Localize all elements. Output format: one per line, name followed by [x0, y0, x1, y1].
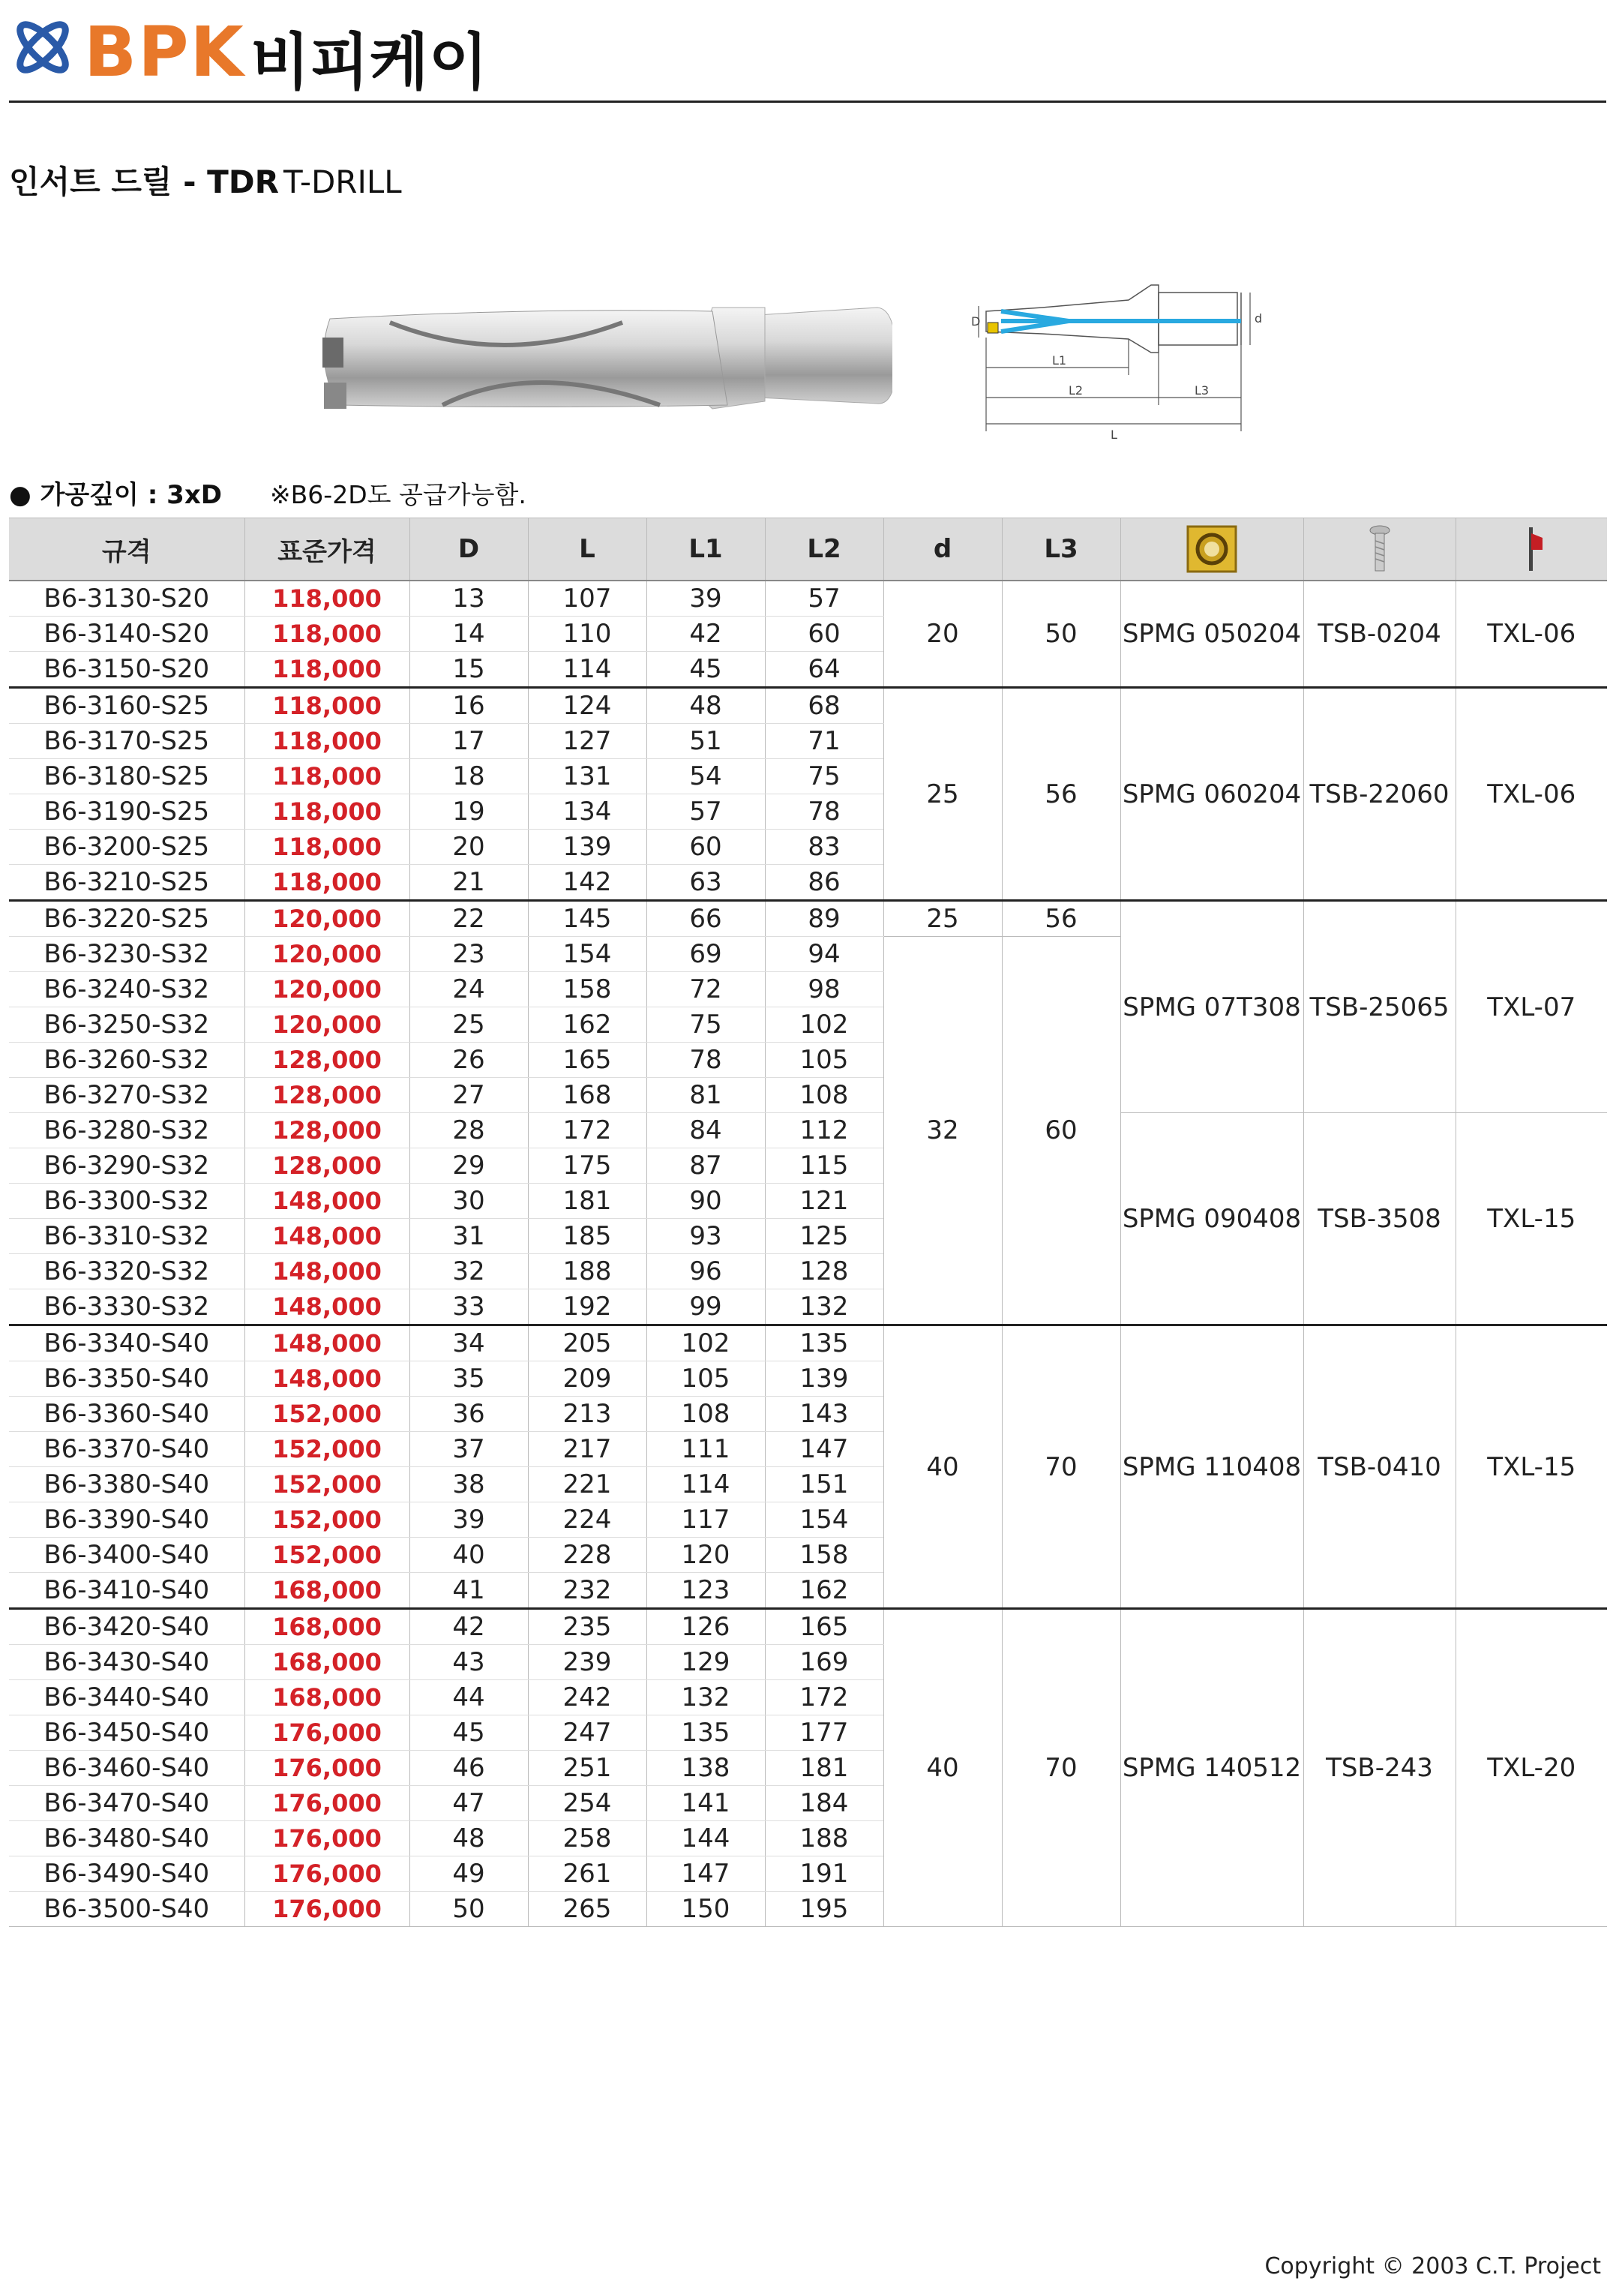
cell-L2: 135 [765, 1325, 883, 1361]
cell-L1: 132 [646, 1680, 765, 1715]
col-header-insert [1120, 518, 1303, 581]
cell-L1: 72 [646, 972, 765, 1007]
cell-shank-d: 25 [883, 901, 1002, 937]
cell-L2: 172 [765, 1680, 883, 1715]
cell-price: 176,000 [244, 1751, 409, 1786]
cell-spec: B6-3400-S40 [9, 1538, 244, 1573]
cell-D: 25 [409, 1007, 528, 1043]
cell-L2: 102 [765, 1007, 883, 1043]
cell-spec: B6-3470-S40 [9, 1786, 244, 1821]
cell-spec: B6-3260-S32 [9, 1043, 244, 1078]
cell-D: 37 [409, 1432, 528, 1467]
cell-screw: TSB-25065 [1303, 901, 1456, 1113]
cell-spec: B6-3350-S40 [9, 1361, 244, 1397]
cell-L1: 147 [646, 1856, 765, 1892]
cell-price: 120,000 [244, 937, 409, 972]
cell-spec: B6-3250-S32 [9, 1007, 244, 1043]
cell-L: 124 [528, 688, 646, 724]
cell-price: 120,000 [244, 972, 409, 1007]
cell-L2: 177 [765, 1715, 883, 1751]
brand-header [9, 14, 1606, 102]
cell-D: 19 [409, 794, 528, 830]
page-title [9, 158, 402, 203]
cell-price: 128,000 [244, 1078, 409, 1113]
cell-price: 148,000 [244, 1254, 409, 1289]
cell-L: 154 [528, 937, 646, 972]
cell-D: 28 [409, 1113, 528, 1148]
cell-L1: 90 [646, 1184, 765, 1219]
cell-price: 118,000 [244, 865, 409, 901]
cell-spec: B6-3300-S32 [9, 1184, 244, 1219]
table-row [9, 901, 1607, 937]
cell-L2: 71 [765, 724, 883, 759]
cell-L1: 69 [646, 937, 765, 972]
cell-shank-L3: 70 [1002, 1325, 1120, 1609]
cell-insert: SPMG 110408 [1120, 1325, 1303, 1609]
cell-L2: 195 [765, 1892, 883, 1927]
cell-screw: TSB-0204 [1303, 581, 1456, 688]
cell-D: 32 [409, 1254, 528, 1289]
cell-L1: 45 [646, 652, 765, 688]
cell-L2: 162 [765, 1573, 883, 1609]
cell-L1: 93 [646, 1219, 765, 1254]
cell-L1: 51 [646, 724, 765, 759]
cell-L: 134 [528, 794, 646, 830]
table-header-row [9, 518, 1607, 581]
cell-price: 118,000 [244, 688, 409, 724]
cell-spec: B6-3380-S40 [9, 1467, 244, 1502]
cell-L1: 84 [646, 1113, 765, 1148]
cell-price: 176,000 [244, 1821, 409, 1856]
cell-spec: B6-3130-S20 [9, 581, 244, 617]
cell-price: 168,000 [244, 1609, 409, 1645]
cell-L2: 57 [765, 581, 883, 617]
cell-spec: B6-3460-S40 [9, 1751, 244, 1786]
cell-spec: B6-3280-S32 [9, 1113, 244, 1148]
cell-L: 114 [528, 652, 646, 688]
cell-price: 168,000 [244, 1645, 409, 1680]
cell-L1: 99 [646, 1289, 765, 1325]
cell-D: 39 [409, 1502, 528, 1538]
cell-screw: TSB-22060 [1303, 688, 1456, 901]
cell-wrench: TXL-15 [1456, 1113, 1607, 1325]
cell-D: 31 [409, 1219, 528, 1254]
cell-L: 232 [528, 1573, 646, 1609]
cell-shank-d: 25 [883, 688, 1002, 901]
cell-L: 110 [528, 617, 646, 652]
page-title-main: 인서트 드릴 - TDR [9, 164, 280, 200]
cell-L: 205 [528, 1325, 646, 1361]
cell-L1: 141 [646, 1786, 765, 1821]
cell-L2: 154 [765, 1502, 883, 1538]
cell-L2: 165 [765, 1609, 883, 1645]
cell-L: 139 [528, 830, 646, 865]
cell-price: 168,000 [244, 1573, 409, 1609]
cell-price: 148,000 [244, 1184, 409, 1219]
header-divider [9, 101, 1606, 103]
cell-price: 148,000 [244, 1325, 409, 1361]
cell-screw: TSB-243 [1303, 1609, 1456, 1927]
cell-insert: SPMG 060204 [1120, 688, 1303, 901]
cell-screw: TSB-0410 [1303, 1325, 1456, 1609]
cell-spec: B6-3450-S40 [9, 1715, 244, 1751]
cell-L1: 108 [646, 1397, 765, 1432]
cell-L2: 68 [765, 688, 883, 724]
cell-price: 118,000 [244, 581, 409, 617]
cell-L: 192 [528, 1289, 646, 1325]
cell-L1: 111 [646, 1432, 765, 1467]
cell-L: 224 [528, 1502, 646, 1538]
cell-L1: 54 [646, 759, 765, 794]
cell-L: 162 [528, 1007, 646, 1043]
cell-L2: 78 [765, 794, 883, 830]
cell-L1: 129 [646, 1645, 765, 1680]
cell-price: 128,000 [244, 1043, 409, 1078]
cell-D: 41 [409, 1573, 528, 1609]
cell-L: 261 [528, 1856, 646, 1892]
cell-L2: 125 [765, 1219, 883, 1254]
cell-L: 131 [528, 759, 646, 794]
brand-name: BPK [84, 12, 245, 92]
cell-D: 50 [409, 1892, 528, 1927]
cell-D: 20 [409, 830, 528, 865]
col-header-spec: 규격 [9, 518, 244, 581]
spec-table [9, 518, 1607, 1927]
cell-L: 242 [528, 1680, 646, 1715]
copyright-text: Copyright © 2003 C.T. Project [1264, 2253, 1601, 2279]
cell-price: 152,000 [244, 1467, 409, 1502]
cell-D: 21 [409, 865, 528, 901]
machining-depth-label: ● 가공깊이 : 3xD [9, 480, 222, 510]
cell-price: 128,000 [244, 1148, 409, 1184]
cell-spec: B6-3340-S40 [9, 1325, 244, 1361]
cell-spec: B6-3430-S40 [9, 1645, 244, 1680]
diagram-label-D: D [971, 314, 981, 329]
cell-L: 188 [528, 1254, 646, 1289]
cell-L2: 64 [765, 652, 883, 688]
dimension-diagram [971, 270, 1376, 465]
cell-L1: 120 [646, 1538, 765, 1573]
cell-price: 118,000 [244, 617, 409, 652]
cell-D: 38 [409, 1467, 528, 1502]
col-header-L1: L1 [646, 518, 765, 581]
cell-D: 34 [409, 1325, 528, 1361]
cell-L1: 138 [646, 1751, 765, 1786]
cell-spec: B6-3370-S40 [9, 1432, 244, 1467]
cell-price: 148,000 [244, 1361, 409, 1397]
cell-D: 13 [409, 581, 528, 617]
cell-D: 15 [409, 652, 528, 688]
cell-spec: B6-3180-S25 [9, 759, 244, 794]
cell-L2: 83 [765, 830, 883, 865]
cell-price: 176,000 [244, 1892, 409, 1927]
cell-price: 176,000 [244, 1786, 409, 1821]
cell-wrench: TXL-06 [1456, 581, 1607, 688]
cell-L: 217 [528, 1432, 646, 1467]
cell-L1: 114 [646, 1467, 765, 1502]
col-header-screw [1303, 518, 1456, 581]
wrench-icon [1519, 524, 1544, 574]
cell-L: 168 [528, 1078, 646, 1113]
cell-L1: 126 [646, 1609, 765, 1645]
cell-price: 118,000 [244, 652, 409, 688]
cell-price: 118,000 [244, 724, 409, 759]
col-header-L3: L3 [1002, 518, 1120, 581]
cell-spec: B6-3490-S40 [9, 1856, 244, 1892]
cell-D: 23 [409, 937, 528, 972]
cell-L2: 105 [765, 1043, 883, 1078]
cell-L: 254 [528, 1786, 646, 1821]
cell-spec: B6-3170-S25 [9, 724, 244, 759]
cell-D: 43 [409, 1645, 528, 1680]
cell-L1: 78 [646, 1043, 765, 1078]
cell-D: 45 [409, 1715, 528, 1751]
cell-L: 127 [528, 724, 646, 759]
cell-L1: 87 [646, 1148, 765, 1184]
cell-D: 14 [409, 617, 528, 652]
cell-screw: TSB-3508 [1303, 1113, 1456, 1325]
cell-shank-L3: 60 [1002, 937, 1120, 1325]
cell-L: 145 [528, 901, 646, 937]
bpk-logo-icon [9, 14, 76, 81]
cell-L: 175 [528, 1148, 646, 1184]
cell-insert: SPMG 140512 [1120, 1609, 1303, 1927]
cell-shank-L3: 56 [1002, 901, 1120, 937]
cell-spec: B6-3420-S40 [9, 1609, 244, 1645]
cell-price: 148,000 [244, 1289, 409, 1325]
cell-L2: 169 [765, 1645, 883, 1680]
cell-L: 239 [528, 1645, 646, 1680]
cell-spec: B6-3190-S25 [9, 794, 244, 830]
cell-shank-L3: 56 [1002, 688, 1120, 901]
cell-L2: 147 [765, 1432, 883, 1467]
cell-L2: 75 [765, 759, 883, 794]
cell-L2: 86 [765, 865, 883, 901]
cell-price: 120,000 [244, 901, 409, 937]
cell-D: 26 [409, 1043, 528, 1078]
cell-L: 221 [528, 1467, 646, 1502]
cell-spec: B6-3320-S32 [9, 1254, 244, 1289]
cell-L: 209 [528, 1361, 646, 1397]
cell-wrench: TXL-20 [1456, 1609, 1607, 1927]
cell-D: 48 [409, 1821, 528, 1856]
cell-price: 168,000 [244, 1680, 409, 1715]
cell-price: 176,000 [244, 1715, 409, 1751]
cell-D: 47 [409, 1786, 528, 1821]
cell-shank-d: 32 [883, 937, 1002, 1325]
cell-D: 22 [409, 901, 528, 937]
drill-photo [307, 278, 892, 435]
cell-L2: 98 [765, 972, 883, 1007]
cell-spec: B6-3160-S25 [9, 688, 244, 724]
diagram-label-d: d [1255, 311, 1263, 326]
cell-L: 235 [528, 1609, 646, 1645]
cell-D: 30 [409, 1184, 528, 1219]
cell-D: 40 [409, 1538, 528, 1573]
diagram-label-L2: L2 [1069, 383, 1084, 398]
cell-L1: 42 [646, 617, 765, 652]
cell-shank-d: 20 [883, 581, 1002, 688]
cell-shank-L3: 50 [1002, 581, 1120, 688]
cell-spec: B6-3390-S40 [9, 1502, 244, 1538]
cell-L2: 188 [765, 1821, 883, 1856]
col-header-D: D [409, 518, 528, 581]
brand-name-korean: 비피케이 [250, 27, 488, 98]
cell-spec: B6-3220-S25 [9, 901, 244, 937]
cell-D: 44 [409, 1680, 528, 1715]
table-row [9, 1113, 1607, 1148]
table-row [9, 688, 1607, 724]
cell-price: 128,000 [244, 1113, 409, 1148]
cell-spec: B6-3360-S40 [9, 1397, 244, 1432]
cell-spec: B6-3410-S40 [9, 1573, 244, 1609]
col-header-price: 표준가격 [244, 518, 409, 581]
cell-wrench: TXL-15 [1456, 1325, 1607, 1609]
cell-D: 16 [409, 688, 528, 724]
cell-D: 33 [409, 1289, 528, 1325]
cell-L: 172 [528, 1113, 646, 1148]
cell-L2: 108 [765, 1078, 883, 1113]
cell-L2: 139 [765, 1361, 883, 1397]
cell-L1: 123 [646, 1573, 765, 1609]
cell-price: 152,000 [244, 1502, 409, 1538]
cell-spec: B6-3310-S32 [9, 1219, 244, 1254]
cell-L2: 184 [765, 1786, 883, 1821]
cell-L2: 191 [765, 1856, 883, 1892]
cell-L2: 151 [765, 1467, 883, 1502]
cell-D: 42 [409, 1609, 528, 1645]
cell-insert: SPMG 090408 [1120, 1113, 1303, 1325]
cell-spec: B6-3240-S32 [9, 972, 244, 1007]
diagram-label-L1: L1 [1052, 353, 1067, 368]
cell-spec: B6-3230-S32 [9, 937, 244, 972]
cell-L: 181 [528, 1184, 646, 1219]
cell-L2: 121 [765, 1184, 883, 1219]
cell-D: 18 [409, 759, 528, 794]
cell-insert: SPMG 07T308 [1120, 901, 1303, 1113]
cell-D: 24 [409, 972, 528, 1007]
cell-shank-d: 40 [883, 1325, 1002, 1609]
cell-L: 165 [528, 1043, 646, 1078]
cell-insert: SPMG 050204 [1120, 581, 1303, 688]
diagram-label-L3: L3 [1195, 383, 1210, 398]
cell-shank-L3: 70 [1002, 1609, 1120, 1927]
cell-L2: 143 [765, 1397, 883, 1432]
cell-L1: 117 [646, 1502, 765, 1538]
cell-price: 118,000 [244, 830, 409, 865]
cell-spec: B6-3330-S32 [9, 1289, 244, 1325]
cell-L1: 102 [646, 1325, 765, 1361]
cell-wrench: TXL-06 [1456, 688, 1607, 901]
cell-L: 258 [528, 1821, 646, 1856]
cell-shank-d: 40 [883, 1609, 1002, 1927]
cell-D: 36 [409, 1397, 528, 1432]
col-header-d: d [883, 518, 1002, 581]
cell-L: 251 [528, 1751, 646, 1786]
col-header-L2: L2 [765, 518, 883, 581]
cell-L1: 96 [646, 1254, 765, 1289]
cell-L: 247 [528, 1715, 646, 1751]
table-row [9, 1325, 1607, 1361]
cell-D: 35 [409, 1361, 528, 1397]
cell-L1: 60 [646, 830, 765, 865]
cell-L2: 132 [765, 1289, 883, 1325]
cell-L2: 89 [765, 901, 883, 937]
cell-D: 17 [409, 724, 528, 759]
col-header-wrench [1456, 518, 1607, 581]
page-title-sub: T-DRILL [283, 164, 402, 200]
diagram-label-L: L [1111, 428, 1117, 442]
cell-L1: 105 [646, 1361, 765, 1397]
cell-D: 49 [409, 1856, 528, 1892]
cell-L2: 94 [765, 937, 883, 972]
cell-L: 213 [528, 1397, 646, 1432]
cell-price: 152,000 [244, 1397, 409, 1432]
cell-L: 265 [528, 1892, 646, 1927]
cell-wrench: TXL-07 [1456, 901, 1607, 1113]
cell-L: 228 [528, 1538, 646, 1573]
screw-icon [1369, 524, 1391, 574]
cell-spec: B6-3480-S40 [9, 1821, 244, 1856]
col-header-L: L [528, 518, 646, 581]
cell-L2: 181 [765, 1751, 883, 1786]
cell-spec: B6-3500-S40 [9, 1892, 244, 1927]
cell-L1: 48 [646, 688, 765, 724]
cell-price: 176,000 [244, 1856, 409, 1892]
cell-L1: 150 [646, 1892, 765, 1927]
cell-spec: B6-3270-S32 [9, 1078, 244, 1113]
cell-L1: 135 [646, 1715, 765, 1751]
cell-L1: 75 [646, 1007, 765, 1043]
supply-note: ※B6-2D도 공급가능함. [270, 480, 526, 509]
cell-spec: B6-3140-S20 [9, 617, 244, 652]
cell-D: 27 [409, 1078, 528, 1113]
cell-D: 46 [409, 1751, 528, 1786]
cell-price: 148,000 [244, 1219, 409, 1254]
cell-L2: 112 [765, 1113, 883, 1148]
cell-L1: 39 [646, 581, 765, 617]
cell-spec: B6-3200-S25 [9, 830, 244, 865]
cell-L1: 66 [646, 901, 765, 937]
cell-L: 107 [528, 581, 646, 617]
cell-L2: 115 [765, 1148, 883, 1184]
table-row [9, 581, 1607, 617]
cell-price: 120,000 [244, 1007, 409, 1043]
cell-L2: 158 [765, 1538, 883, 1573]
cell-L: 158 [528, 972, 646, 1007]
cell-L1: 63 [646, 865, 765, 901]
cell-L1: 144 [646, 1821, 765, 1856]
cell-spec: B6-3210-S25 [9, 865, 244, 901]
cell-spec: B6-3150-S20 [9, 652, 244, 688]
cell-price: 118,000 [244, 759, 409, 794]
cell-L1: 81 [646, 1078, 765, 1113]
cell-price: 152,000 [244, 1432, 409, 1467]
cell-L2: 128 [765, 1254, 883, 1289]
cell-L: 142 [528, 865, 646, 901]
cell-spec: B6-3440-S40 [9, 1680, 244, 1715]
cell-L: 185 [528, 1219, 646, 1254]
cell-spec: B6-3290-S32 [9, 1148, 244, 1184]
cell-L2: 60 [765, 617, 883, 652]
table-row [9, 1609, 1607, 1645]
cell-L1: 57 [646, 794, 765, 830]
cell-D: 29 [409, 1148, 528, 1184]
cell-price: 152,000 [244, 1538, 409, 1573]
insert-icon [1186, 524, 1238, 574]
cell-price: 118,000 [244, 794, 409, 830]
